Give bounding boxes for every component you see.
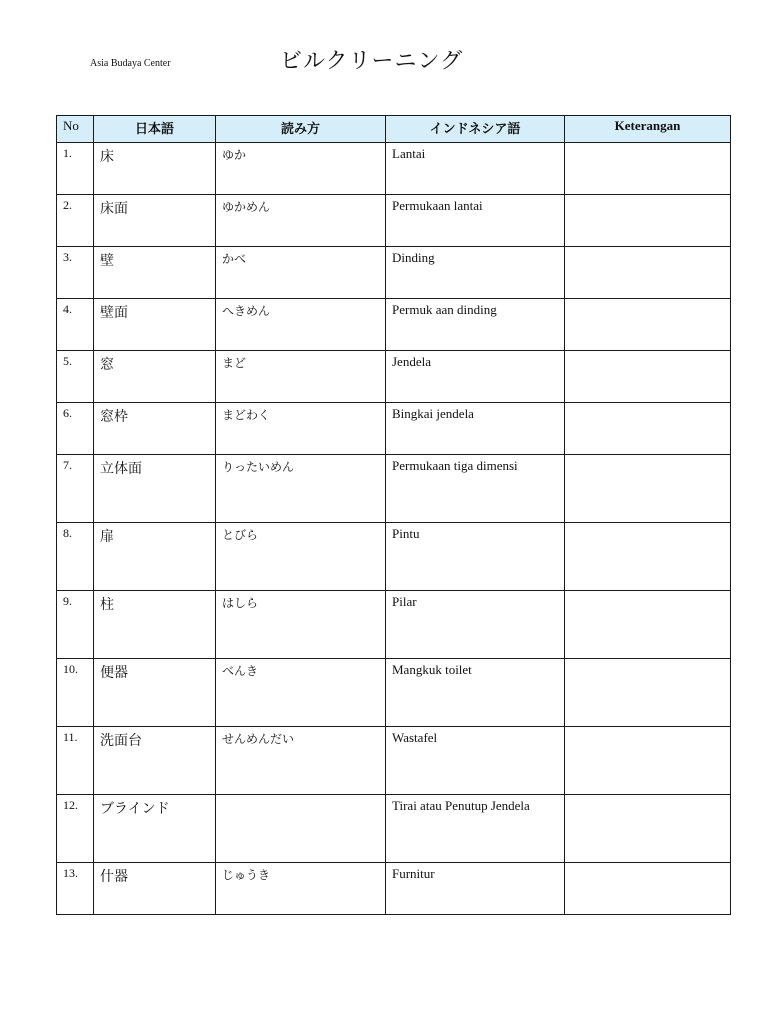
cell-indonesian: Permukaan lantai (386, 195, 565, 247)
cell-japanese: 床 (94, 143, 216, 195)
document-title: ビルクリーニング (280, 49, 464, 74)
cell-reading: まどわく (216, 403, 386, 455)
cell-japanese: 扉 (94, 523, 216, 591)
table-row (57, 351, 731, 403)
table-row (57, 299, 731, 351)
header-notes: Keterangan (565, 116, 731, 143)
cell-indonesian: Tirai atau Penutup Jendela (386, 795, 565, 863)
vocabulary-table (56, 115, 731, 915)
cell-japanese: 便器 (94, 659, 216, 727)
header-indonesian: インドネシア語 (386, 116, 565, 143)
table-header-row (57, 116, 731, 143)
table-row (57, 591, 731, 659)
cell-notes (565, 795, 731, 863)
cell-japanese: 柱 (94, 591, 216, 659)
table-row (57, 523, 731, 591)
cell-indonesian: Bingkai jendela (386, 403, 565, 455)
cell-no: 1. (57, 143, 94, 195)
table-row (57, 863, 731, 915)
cell-no: 13. (57, 863, 94, 915)
cell-reading: じゅうき (216, 863, 386, 915)
cell-no: 7. (57, 455, 94, 523)
cell-notes (565, 727, 731, 795)
cell-japanese: 什器 (94, 863, 216, 915)
cell-indonesian: Wastafel (386, 727, 565, 795)
cell-no: 6. (57, 403, 94, 455)
cell-no: 4. (57, 299, 94, 351)
cell-notes (565, 523, 731, 591)
cell-reading: せんめんだい (216, 727, 386, 795)
cell-indonesian: Lantai (386, 143, 565, 195)
cell-japanese: 立体面 (94, 455, 216, 523)
cell-no: 12. (57, 795, 94, 863)
header-japanese: 日本語 (94, 116, 216, 143)
table-row (57, 195, 731, 247)
cell-japanese: 壁面 (94, 299, 216, 351)
cell-reading: ゆかめん (216, 195, 386, 247)
cell-notes (565, 591, 731, 659)
table-row (57, 455, 731, 523)
cell-japanese: ブラインド (94, 795, 216, 863)
cell-reading: かべ (216, 247, 386, 299)
cell-reading: はしら (216, 591, 386, 659)
table-row (57, 727, 731, 795)
cell-notes (565, 299, 731, 351)
cell-indonesian: Mangkuk toilet (386, 659, 565, 727)
cell-reading: べんき (216, 659, 386, 727)
cell-japanese: 壁 (94, 247, 216, 299)
header-reading: 読み方 (216, 116, 386, 143)
cell-no: 11. (57, 727, 94, 795)
cell-no: 10. (57, 659, 94, 727)
cell-indonesian: Pilar (386, 591, 565, 659)
table-row (57, 403, 731, 455)
cell-notes (565, 403, 731, 455)
cell-indonesian: Permukaan tiga dimensi (386, 455, 565, 523)
table-row (57, 247, 731, 299)
cell-reading: へきめん (216, 299, 386, 351)
cell-reading: りったいめん (216, 455, 386, 523)
cell-japanese: 窓枠 (94, 403, 216, 455)
cell-reading: まど (216, 351, 386, 403)
cell-no: 8. (57, 523, 94, 591)
table-row (57, 659, 731, 727)
cell-notes (565, 143, 731, 195)
cell-no: 9. (57, 591, 94, 659)
cell-notes (565, 195, 731, 247)
cell-indonesian: Pintu (386, 523, 565, 591)
cell-notes (565, 863, 731, 915)
cell-no: 3. (57, 247, 94, 299)
cell-notes (565, 659, 731, 727)
cell-no: 5. (57, 351, 94, 403)
cell-japanese: 窓 (94, 351, 216, 403)
cell-japanese: 床面 (94, 195, 216, 247)
cell-reading: とびら (216, 523, 386, 591)
cell-indonesian: Furnitur (386, 863, 565, 915)
cell-reading (216, 795, 386, 863)
cell-notes (565, 351, 731, 403)
cell-indonesian: Dinding (386, 247, 565, 299)
cell-indonesian: Permuk aan dinding (386, 299, 565, 351)
cell-no: 2. (57, 195, 94, 247)
organization-name: Asia Budaya Center (90, 58, 171, 69)
cell-notes (565, 455, 731, 523)
table-row (57, 795, 731, 863)
cell-notes (565, 247, 731, 299)
cell-indonesian: Jendela (386, 351, 565, 403)
cell-reading: ゆか (216, 143, 386, 195)
table-row (57, 143, 731, 195)
cell-japanese: 洗面台 (94, 727, 216, 795)
header-no: No (57, 116, 94, 143)
